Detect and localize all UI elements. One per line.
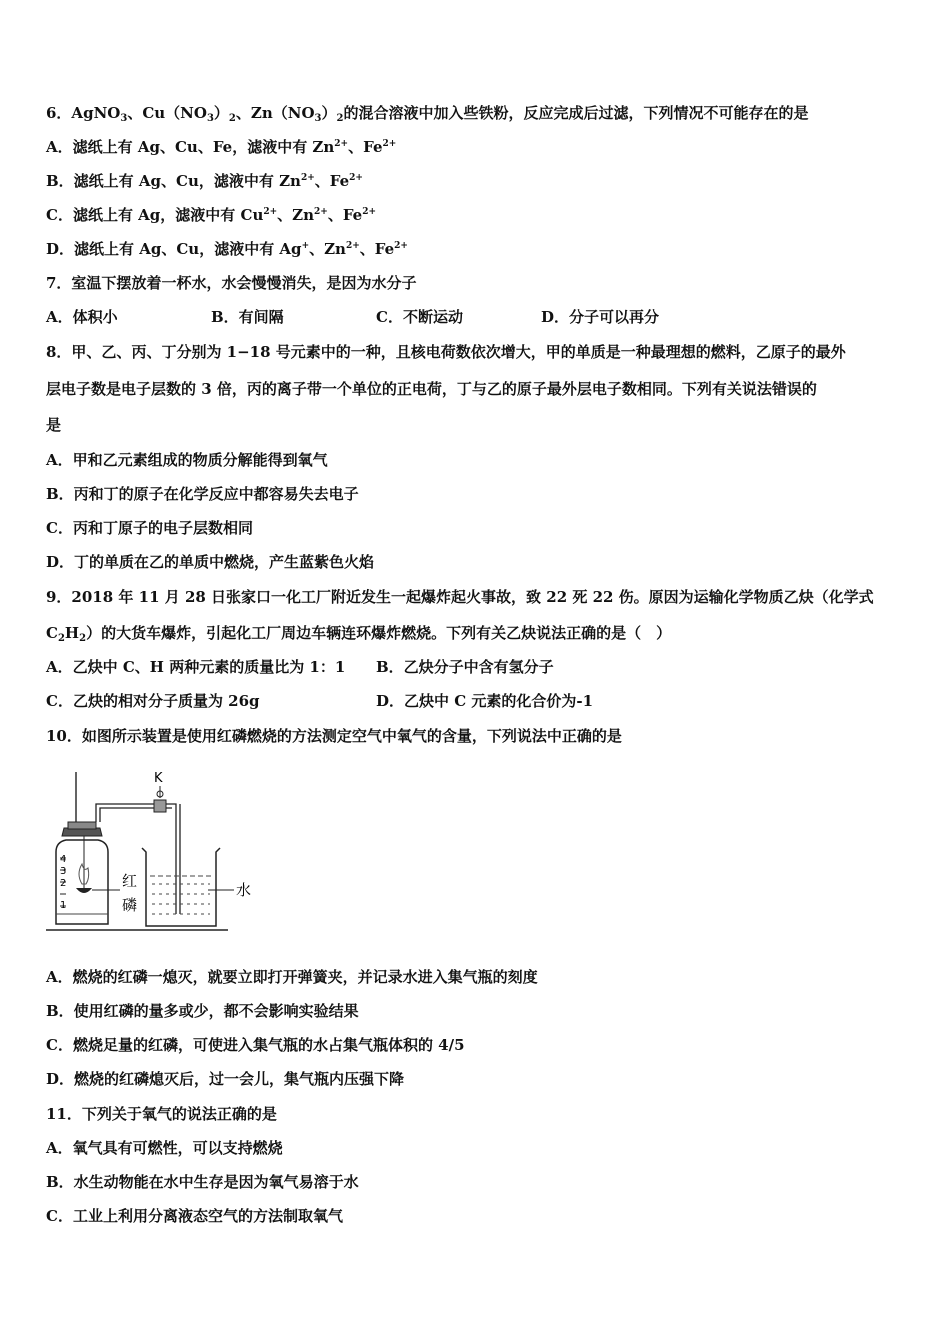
q11-option-a: A．氧气具有可燃性，可以支持燃烧 — [46, 1139, 283, 1157]
q10-stem: 10．如图所示装置是使用红磷燃烧的方法测定空气中氧气的含量，下列说法中正确的是 — [46, 727, 622, 745]
q11-option-c: C．工业上利用分离液态空气的方法制取氧气 — [46, 1207, 343, 1225]
q8-stem-line1: 8．甲、乙、丙、丁分别为 1−18 号元素中的一种，且核电荷数依次增大，甲的单质是一种最理想的燃料，乙原子的最外 — [46, 343, 846, 361]
q9-option-b: B．乙炔分子中含有氢分子 — [376, 658, 554, 676]
q8-option-b: B．丙和丁的原子在化学反应中都容易失去电子 — [46, 485, 359, 503]
q9-option-d: D．乙炔中 C 元素的化合价为-1 — [376, 692, 594, 710]
scale-mark-2: 2 — [60, 878, 67, 889]
q6-option-a: A．滤纸上有 Ag、Cu、Fe，滤液中有 $Zn^{2+}$、$Fe^{2+}$ — [46, 138, 397, 156]
q7-option-c: C．不断运动 — [376, 308, 463, 326]
q8-stem-line3: 是 — [46, 416, 62, 434]
q10-option-b: B．使用红磷的量多或少，都不会影响实验结果 — [46, 1002, 359, 1020]
q10-apparatus-figure — [46, 764, 266, 936]
q9-stem-line1: 9．2018 年 11 月 28 日张家口一化工厂附近发生一起爆炸起火事故，致 22 死 22 伤。原因为运输化学物质乙炔（化学式 — [46, 588, 874, 606]
q8-option-a: A．甲和乙元素组成的物质分解能得到氧气 — [46, 451, 328, 469]
label-phosphorus: 磷 — [122, 896, 138, 914]
q7-stem: 7．室温下摆放着一杯水，水会慢慢消失，是因为水分子 — [46, 274, 417, 292]
q9-stem-line2: $C_2H_2$）的大货车爆炸，引起化工厂周边车辆连环爆炸燃烧。下列有关乙炔说法正确的是（ ） — [46, 624, 672, 644]
q7-option-a: A．体积小 — [46, 308, 118, 326]
q9-option-c: C．乙炔的相对分子质量为 26g — [46, 692, 260, 710]
q6-option-b: B．滤纸上有 Ag、Cu，滤液中有 $Zn^{2+}$、$Fe^{2+}$ — [46, 172, 363, 190]
q6-option-d: D．滤纸上有 Ag、Cu，滤液中有 Ag+、$Zn^{2+}$、$Fe^{2+}$ — [46, 240, 408, 258]
scale-mark-3: 3 — [60, 866, 67, 877]
stopper-top — [68, 822, 96, 829]
q6-stem: 6．AgNO$_3$、$Cu(NO_3)_2$、$Zn(NO_3)_2$的混合溶液中加入些铁粉，反应完成后过滤，下列情况不可能存在的是 — [46, 104, 809, 124]
q10-option-c: C．燃烧足量的红磷，可使进入集气瓶的水占集气瓶体积的 4/5 — [46, 1036, 465, 1054]
q7-option-d: D．分子可以再分 — [541, 308, 660, 326]
combustion-spoon — [76, 888, 92, 893]
label-red: 红 — [122, 872, 138, 890]
label-water: 水 — [236, 881, 252, 899]
q7-option-b: B．有间隔 — [211, 308, 284, 326]
scale-mark-4: 4 — [60, 854, 67, 865]
q9-option-a: A．乙炔中 C、H 两种元素的质量比为 1：1 — [46, 658, 346, 676]
q8-stem-line2: 层电子数是电子层数的 3 倍，丙的离子带一个单位的正电荷，丁与乙的原子最外层电子数相同。下列有关说法错误的 — [46, 380, 817, 398]
q10-option-d: D．燃烧的红磷熄灭后，过一会儿，集气瓶内压强下降 — [46, 1070, 405, 1088]
scale-mark-1: 1 — [60, 900, 67, 911]
q6-option-c: C．滤纸上有 Ag，滤液中有 $Cu^{2+}$、$Zn^{2+}$、$Fe^{2+}$ — [46, 206, 377, 224]
q11-option-b: B．水生动物能在水中生存是因为氧气易溶于水 — [46, 1173, 359, 1191]
q11-stem: 11．下列关于氧气的说法正确的是 — [46, 1105, 277, 1123]
q10-option-a: A．燃烧的红磷一熄灭，就要立即打开弹簧夹，并记录水进入集气瓶的刻度 — [46, 968, 538, 986]
q8-option-d: D．丁的单质在乙的单质中燃烧，产生蓝紫色火焰 — [46, 553, 375, 571]
label-k: K — [154, 771, 163, 786]
q8-option-c: C．丙和丁原子的电子层数相同 — [46, 519, 253, 537]
